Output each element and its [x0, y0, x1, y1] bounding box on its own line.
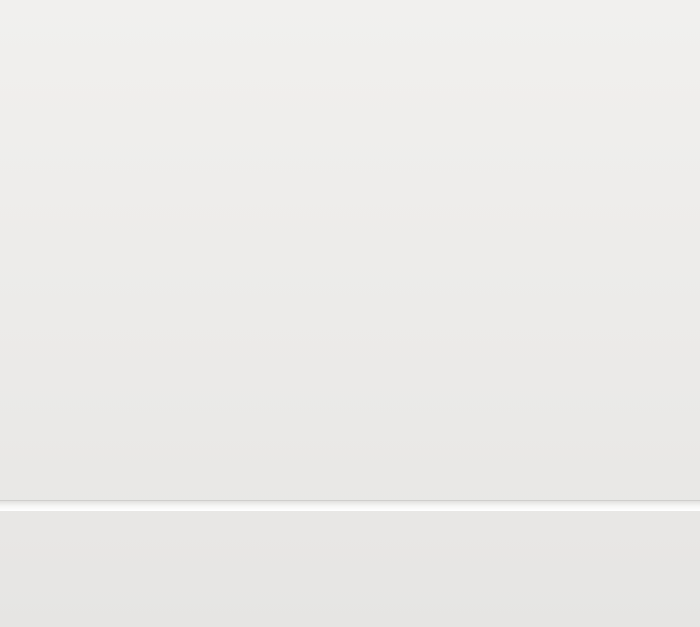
page-break-divider	[0, 500, 700, 511]
